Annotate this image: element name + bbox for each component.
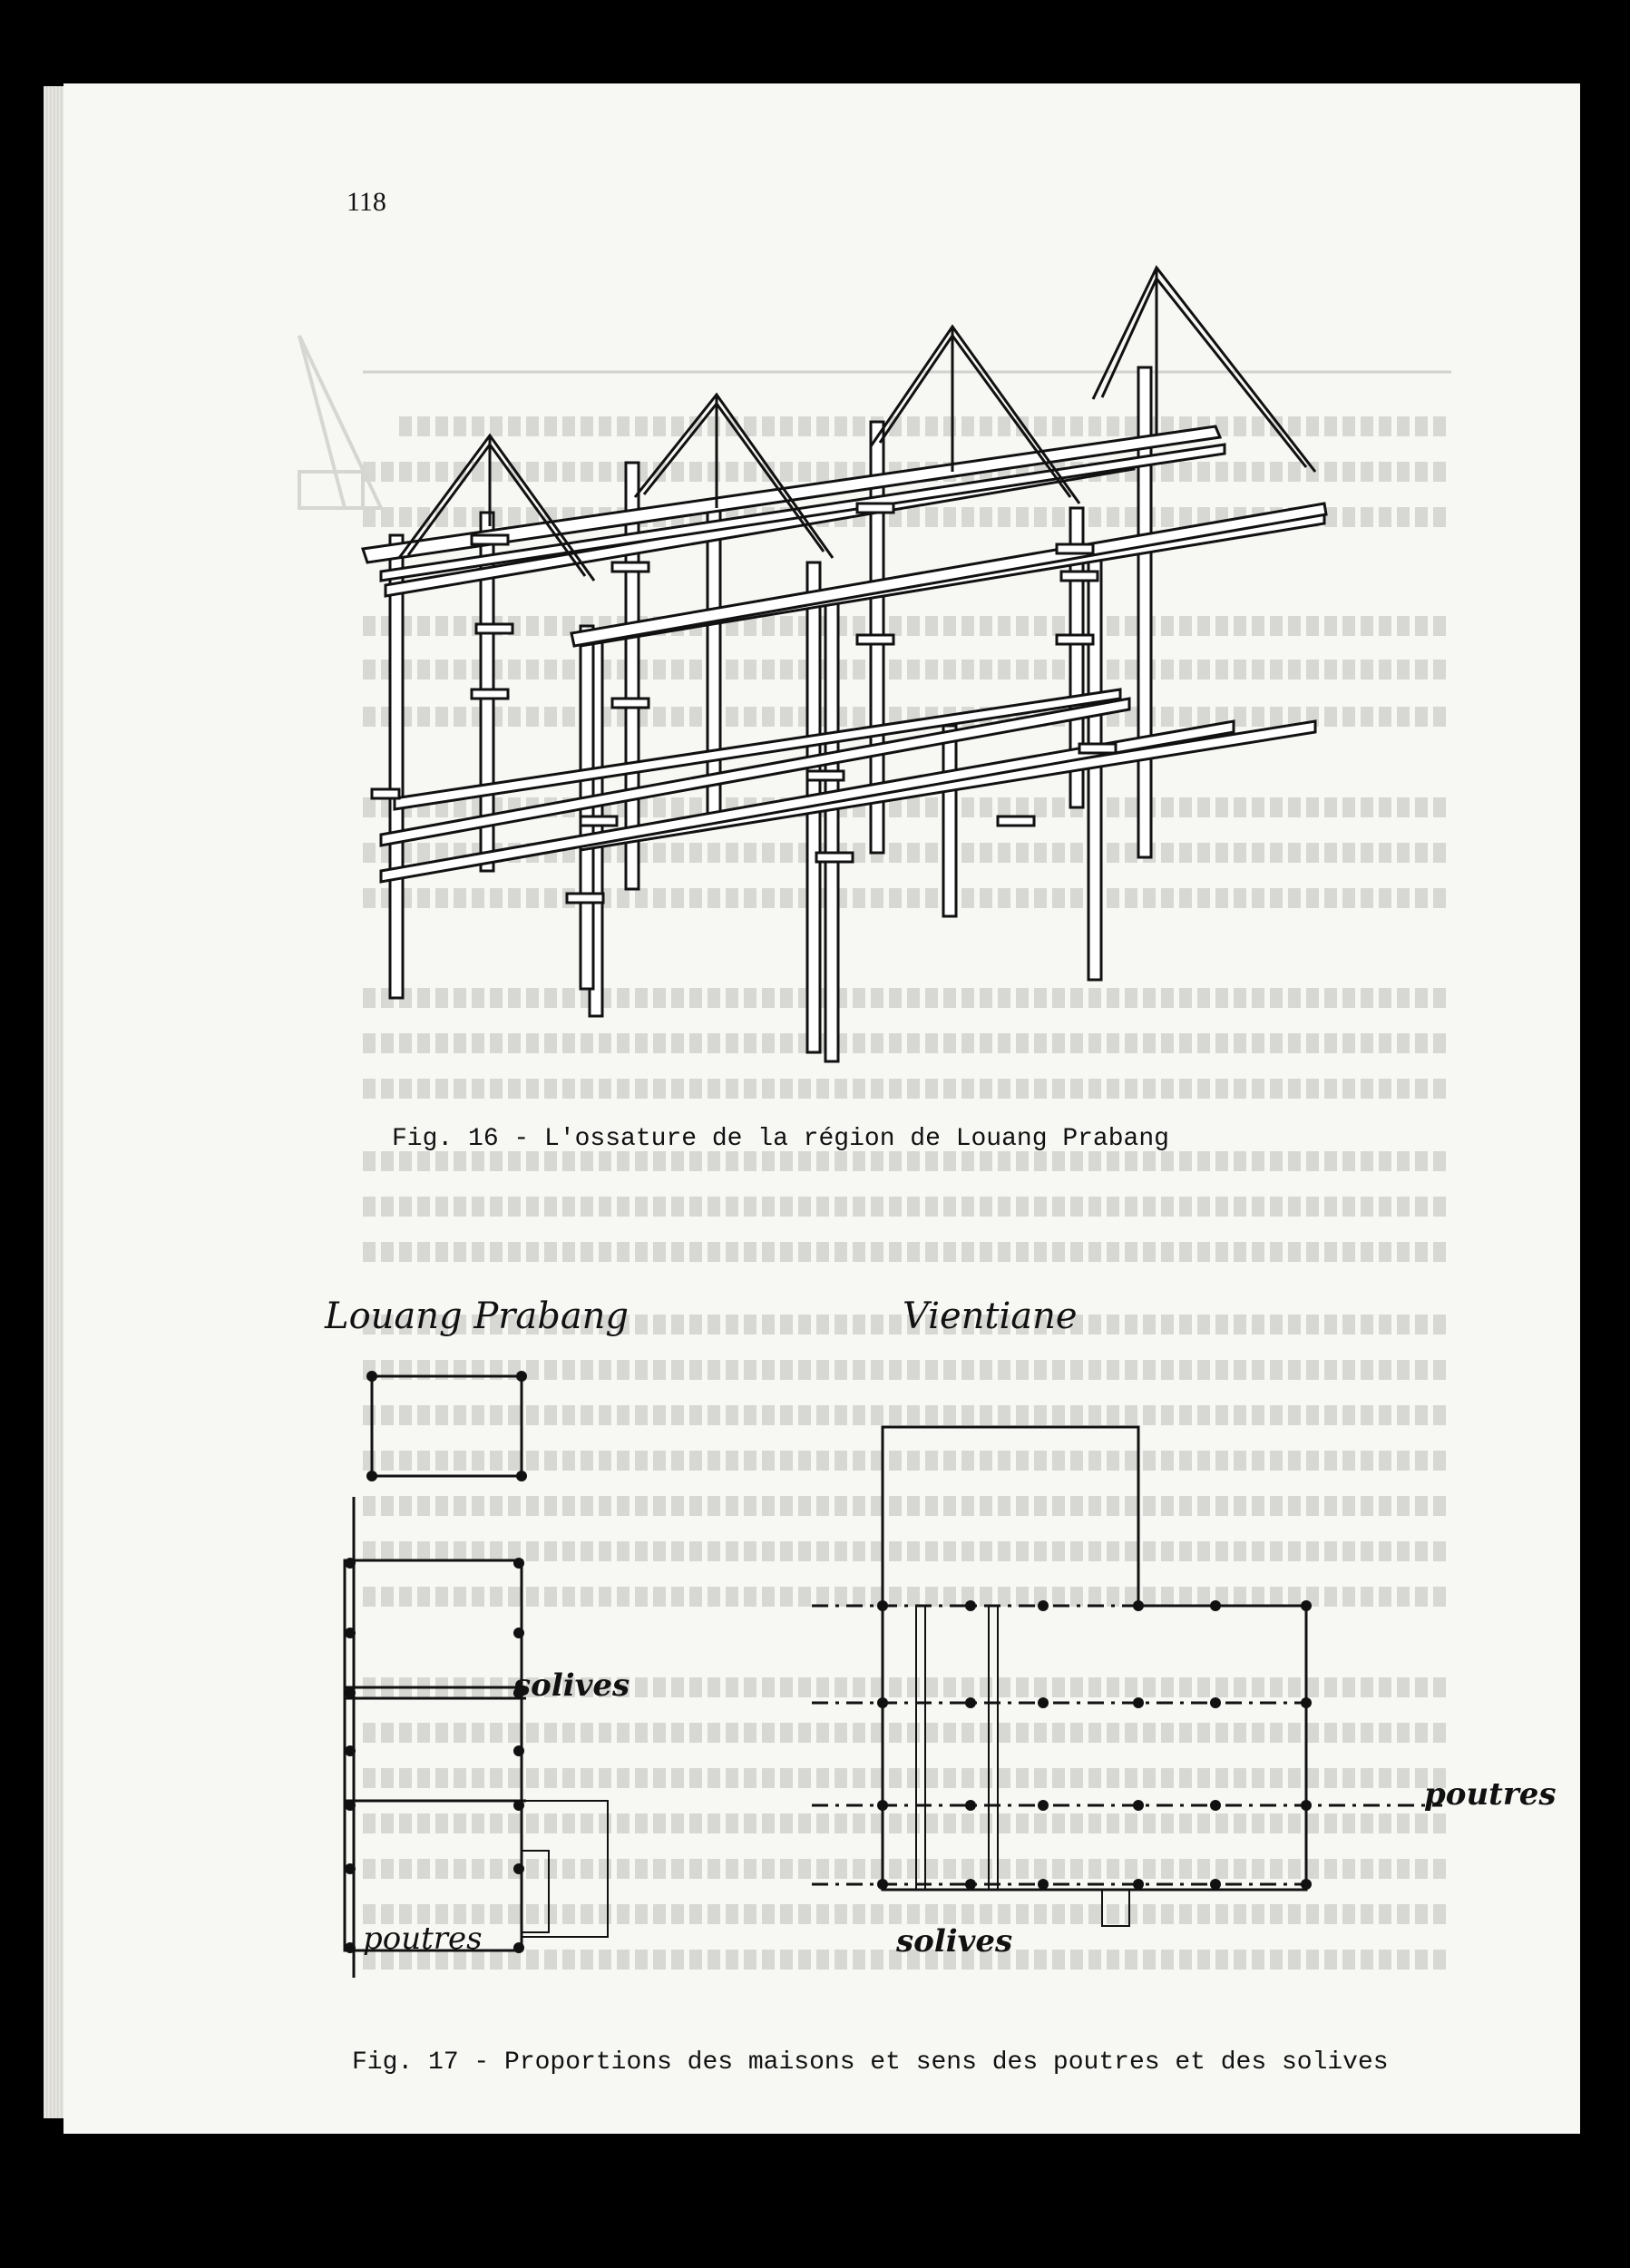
label-poutres-left: poutres — [363, 1921, 483, 1957]
louang-prabang-posts — [345, 1558, 524, 1953]
label-poutres-right: poutres — [1424, 1776, 1557, 1813]
figure-16-caption: Fig. 16 - L'ossature de la région de Louang Prabang — [392, 1125, 1169, 1153]
plan-title-louang-prabang: Louang Prabang — [325, 1295, 630, 1337]
label-solives-left: solives — [513, 1667, 630, 1704]
plan-vientiane — [812, 1427, 1442, 1926]
figure-17-caption: Fig. 17 - Proportions des maisons et sens des poutres et des solives — [352, 2048, 1389, 2077]
plan-title-vientiane: Vientiane — [903, 1295, 1078, 1337]
page-number: 118 — [346, 187, 386, 217]
label-solives-right: solives — [896, 1923, 1013, 1960]
vientiane-posts — [877, 1600, 1312, 1890]
